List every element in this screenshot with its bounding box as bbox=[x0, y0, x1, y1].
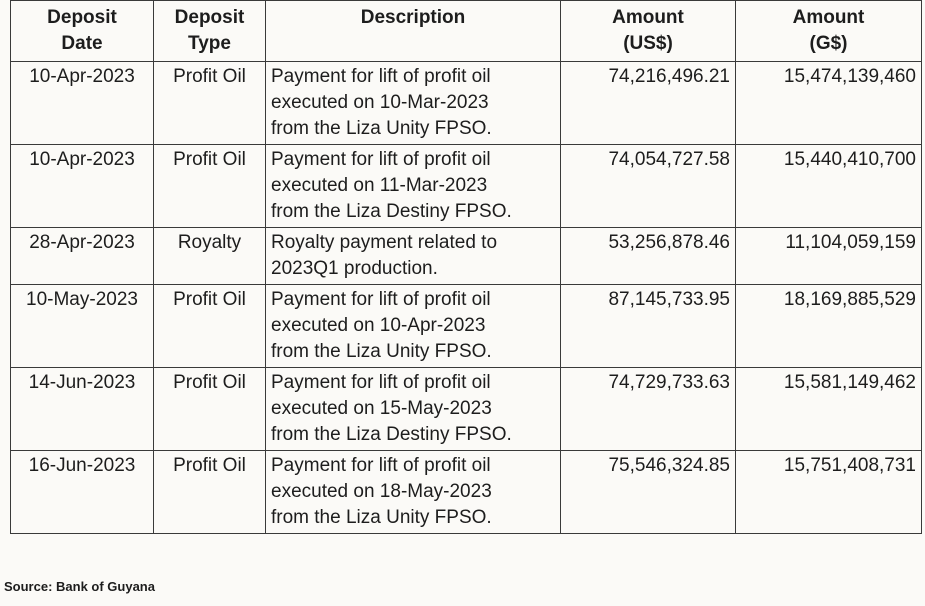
cell-deposit-date: 10-May-2023 bbox=[11, 285, 154, 368]
table-row bbox=[11, 62, 922, 145]
description-line: from the Liza Unity FPSO. bbox=[271, 507, 492, 528]
cell-amount-usd: 74,216,496.21 bbox=[561, 62, 736, 145]
table-row bbox=[11, 228, 922, 285]
cell-description bbox=[266, 285, 561, 368]
cell-deposit-date: 14-Jun-2023 bbox=[11, 368, 154, 451]
description-line: from the Liza Unity FPSO. bbox=[271, 341, 492, 362]
cell-description bbox=[266, 451, 561, 534]
header-line: (G$) bbox=[809, 33, 848, 54]
description-line: Payment for lift of profit oil bbox=[271, 149, 491, 170]
header-amount-gyd bbox=[736, 1, 922, 62]
header-description bbox=[266, 1, 561, 62]
cell-deposit-type: Profit Oil bbox=[154, 451, 266, 534]
description-line: from the Liza Destiny FPSO. bbox=[271, 201, 512, 222]
table-row bbox=[11, 145, 922, 228]
header-line: (US$) bbox=[623, 33, 673, 54]
header-line: Description bbox=[360, 7, 466, 28]
cell-description bbox=[266, 228, 561, 285]
description-line: Payment for lift of profit oil bbox=[271, 289, 491, 310]
cell-description bbox=[266, 145, 561, 228]
cell-amount-usd: 74,729,733.63 bbox=[561, 368, 736, 451]
header-line: Amount bbox=[792, 7, 865, 28]
header-deposit-date bbox=[11, 1, 154, 62]
table-row bbox=[11, 368, 922, 451]
deposits-table bbox=[10, 0, 922, 534]
cell-amount-gyd: 15,751,408,731 bbox=[736, 451, 922, 534]
cell-amount-gyd: 11,104,059,159 bbox=[736, 228, 922, 285]
source-note: Source: Bank of Guyana bbox=[4, 579, 155, 594]
description-line: from the Liza Unity FPSO. bbox=[271, 118, 492, 139]
description-line: executed on 15-May-2023 bbox=[271, 398, 492, 419]
table-row bbox=[11, 285, 922, 368]
description-line: executed on 11-Mar-2023 bbox=[271, 175, 488, 196]
cell-deposit-type: Profit Oil bbox=[154, 285, 266, 368]
table-header-row bbox=[11, 1, 922, 62]
cell-deposit-date: 16-Jun-2023 bbox=[11, 451, 154, 534]
description-line: 2023Q1 production. bbox=[271, 258, 438, 279]
header-deposit-type bbox=[154, 1, 266, 62]
cell-description bbox=[266, 62, 561, 145]
header-line: Deposit bbox=[47, 7, 117, 28]
cell-deposit-date: 10-Apr-2023 bbox=[11, 145, 154, 228]
header-line: Deposit bbox=[174, 7, 245, 28]
cell-deposit-type: Profit Oil bbox=[154, 145, 266, 228]
header-line: Date bbox=[61, 33, 103, 54]
cell-amount-gyd: 15,474,139,460 bbox=[736, 62, 922, 145]
cell-description bbox=[266, 368, 561, 451]
header-line: Type bbox=[188, 33, 231, 54]
description-line: executed on 10-Mar-2023 bbox=[271, 92, 489, 113]
cell-deposit-date: 10-Apr-2023 bbox=[11, 62, 154, 145]
description-line: Payment for lift of profit oil bbox=[271, 372, 491, 393]
cell-amount-usd: 87,145,733.95 bbox=[561, 285, 736, 368]
description-line: executed on 18-May-2023 bbox=[271, 481, 492, 502]
cell-amount-usd: 53,256,878.46 bbox=[561, 228, 736, 285]
cell-amount-usd: 74,054,727.58 bbox=[561, 145, 736, 228]
cell-deposit-type: Royalty bbox=[154, 228, 266, 285]
cell-deposit-date: 28-Apr-2023 bbox=[11, 228, 154, 285]
header-line: Amount bbox=[612, 7, 684, 28]
cell-deposit-type: Profit Oil bbox=[154, 368, 266, 451]
cell-amount-gyd: 15,581,149,462 bbox=[736, 368, 922, 451]
cell-deposit-type: Profit Oil bbox=[154, 62, 266, 145]
description-line: Payment for lift of profit oil bbox=[271, 66, 491, 87]
description-line: Payment for lift of profit oil bbox=[271, 455, 491, 476]
header-amount-usd bbox=[561, 1, 736, 62]
description-line: executed on 10-Apr-2023 bbox=[271, 315, 486, 336]
cell-amount-gyd: 15,440,410,700 bbox=[736, 145, 922, 228]
description-line: Royalty payment related to bbox=[271, 232, 498, 253]
table-row bbox=[11, 451, 922, 534]
description-line: from the Liza Destiny FPSO. bbox=[271, 424, 512, 445]
cell-amount-gyd: 18,169,885,529 bbox=[736, 285, 922, 368]
cell-amount-usd: 75,546,324.85 bbox=[561, 451, 736, 534]
